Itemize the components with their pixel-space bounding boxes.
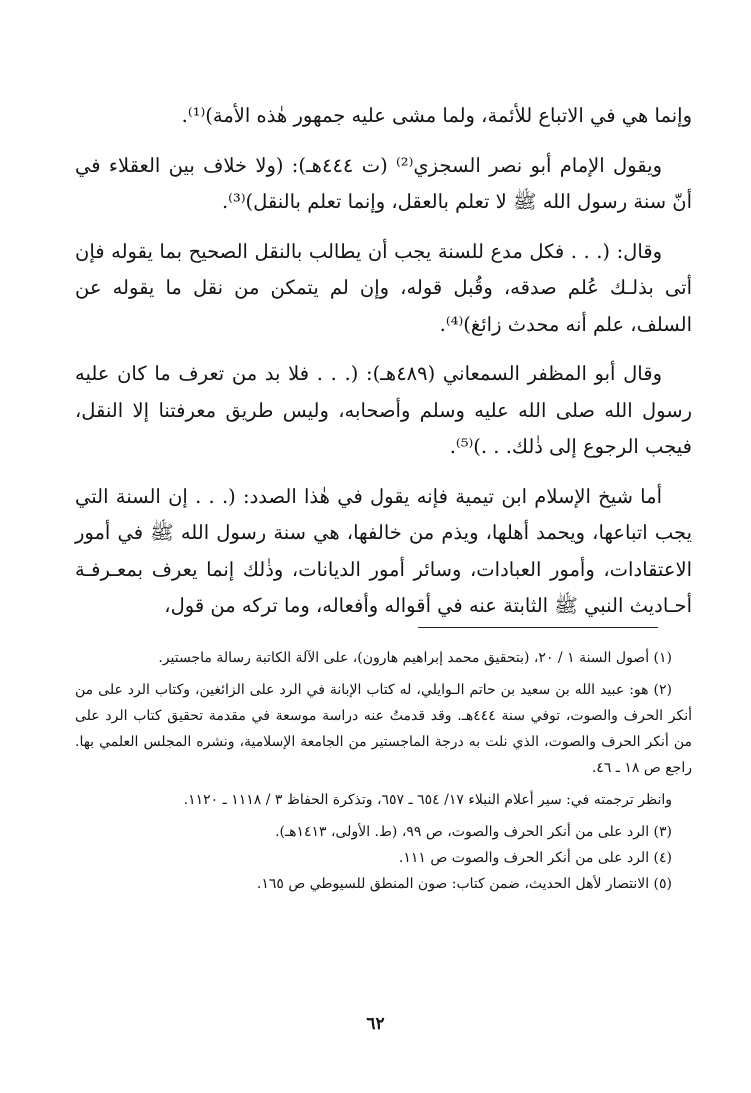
paragraph-5: أما شيخ الإسلام ابن تيمية فإنه يقول في هٰذا الصدد: (. . . إن السنة التي يجب اتباعها، ويحمد أهلها، ويذم من خالفها، هي سنة رسول الله ﷺ في أمور الاعتقادات، وأمور العبادات، وسائر أمور الديانات، وذٰلك إنما يعرف بمعـرفـة أحـاديث النبي ﷺ الثابتة عنه في أقواله وأفعاله، وما تركه من قول، [75, 484, 692, 617]
footnote-5: (٥) الانتصار لأهل الحديث، ضمن كتاب: صون المنطق للسيوطي ص ١٦٥. [256, 876, 672, 892]
footnote-3: (٣) الرد على من أنكر الحرف والصوت، ص ٩٩، (ط. الأولى، ١٤١٣هـ). [275, 824, 672, 840]
footnote-4: (٤) الرد على من أنكر الحرف والصوت ص ١١١. [398, 850, 672, 866]
paragraph-2: ويقول الإمام أبو نصر السجزي⁽²⁾ (ت ٤٤٤هـ): (ولا خلاف بين العقلاء في أنّ سنة رسول الله ﷺ لا تعلم بالعقل، وإنما تعلم بالنقل)⁽³⁾. [75, 153, 692, 213]
page-number: ٦٢ [366, 1014, 385, 1034]
footnotes [75, 645, 692, 897]
footnote-2-continued: وانظر ترجمته في: سير أعلام النبلاء ١٧/ ٦٥٤ ـ ٦٥٧، وتذكرة الحفاظ ٣ / ١١١٨ ـ ١١٢٠. [183, 792, 672, 808]
footnote-separator [418, 627, 658, 628]
footnote-2: (٢) هو: عبيد الله بن سعيد بن حاتم الـوايلي، له كتاب الإبانة في الرد على الزائغين، وكتاب الرد على من أنكر الحرف والصوت، توفي سنة ٤٤٤هـ. وقد قدمتُ عنه دراسة موسعة في مقدمة تحقيق كتاب الرد على من أنكر الحرف والصوت، الذي نلت به درجة الماجستير من الجامعة الإسلامية، ونشره المجلس العلمي بها. راجع ص ١٨ ـ ٤٦. [75, 682, 693, 776]
main-text [75, 98, 692, 638]
paragraph-3: وقال: (. . . فكل مدع للسنة يجب أن يطالب بالنقل الصحيح بما يقوله فإن أتى بذلـك عُلم صدقه، وقُبل قوله، وإن لم يتمكن من نقل ما يقوله عن السلف، علم أنه محدث زائغ)⁽⁴⁾. [75, 239, 692, 336]
footnote-1: (١) أصول السنة ١ / ٢٠، (بتحقيق محمد إبراهيم هارون)، على الآلة الكاتبة رسالة ماجستير. [158, 650, 672, 666]
paragraph-4: وقال أبو المظفر السمعاني (٤٨٩هـ): (. . . فلا بد من تعرف ما كان عليه رسول الله صلى الله عليه وسلم وأصحابه، وليس طريق معرفتنا إلا النقل، فيجب الرجوع إلى ذٰلك. . .)⁽⁵⁾. [75, 362, 692, 458]
paragraph-1: وإنما هي في الاتباع للأئمة، ولما مشى عليه جمهور هٰذه الأمة)⁽¹⁾. [181, 104, 692, 127]
